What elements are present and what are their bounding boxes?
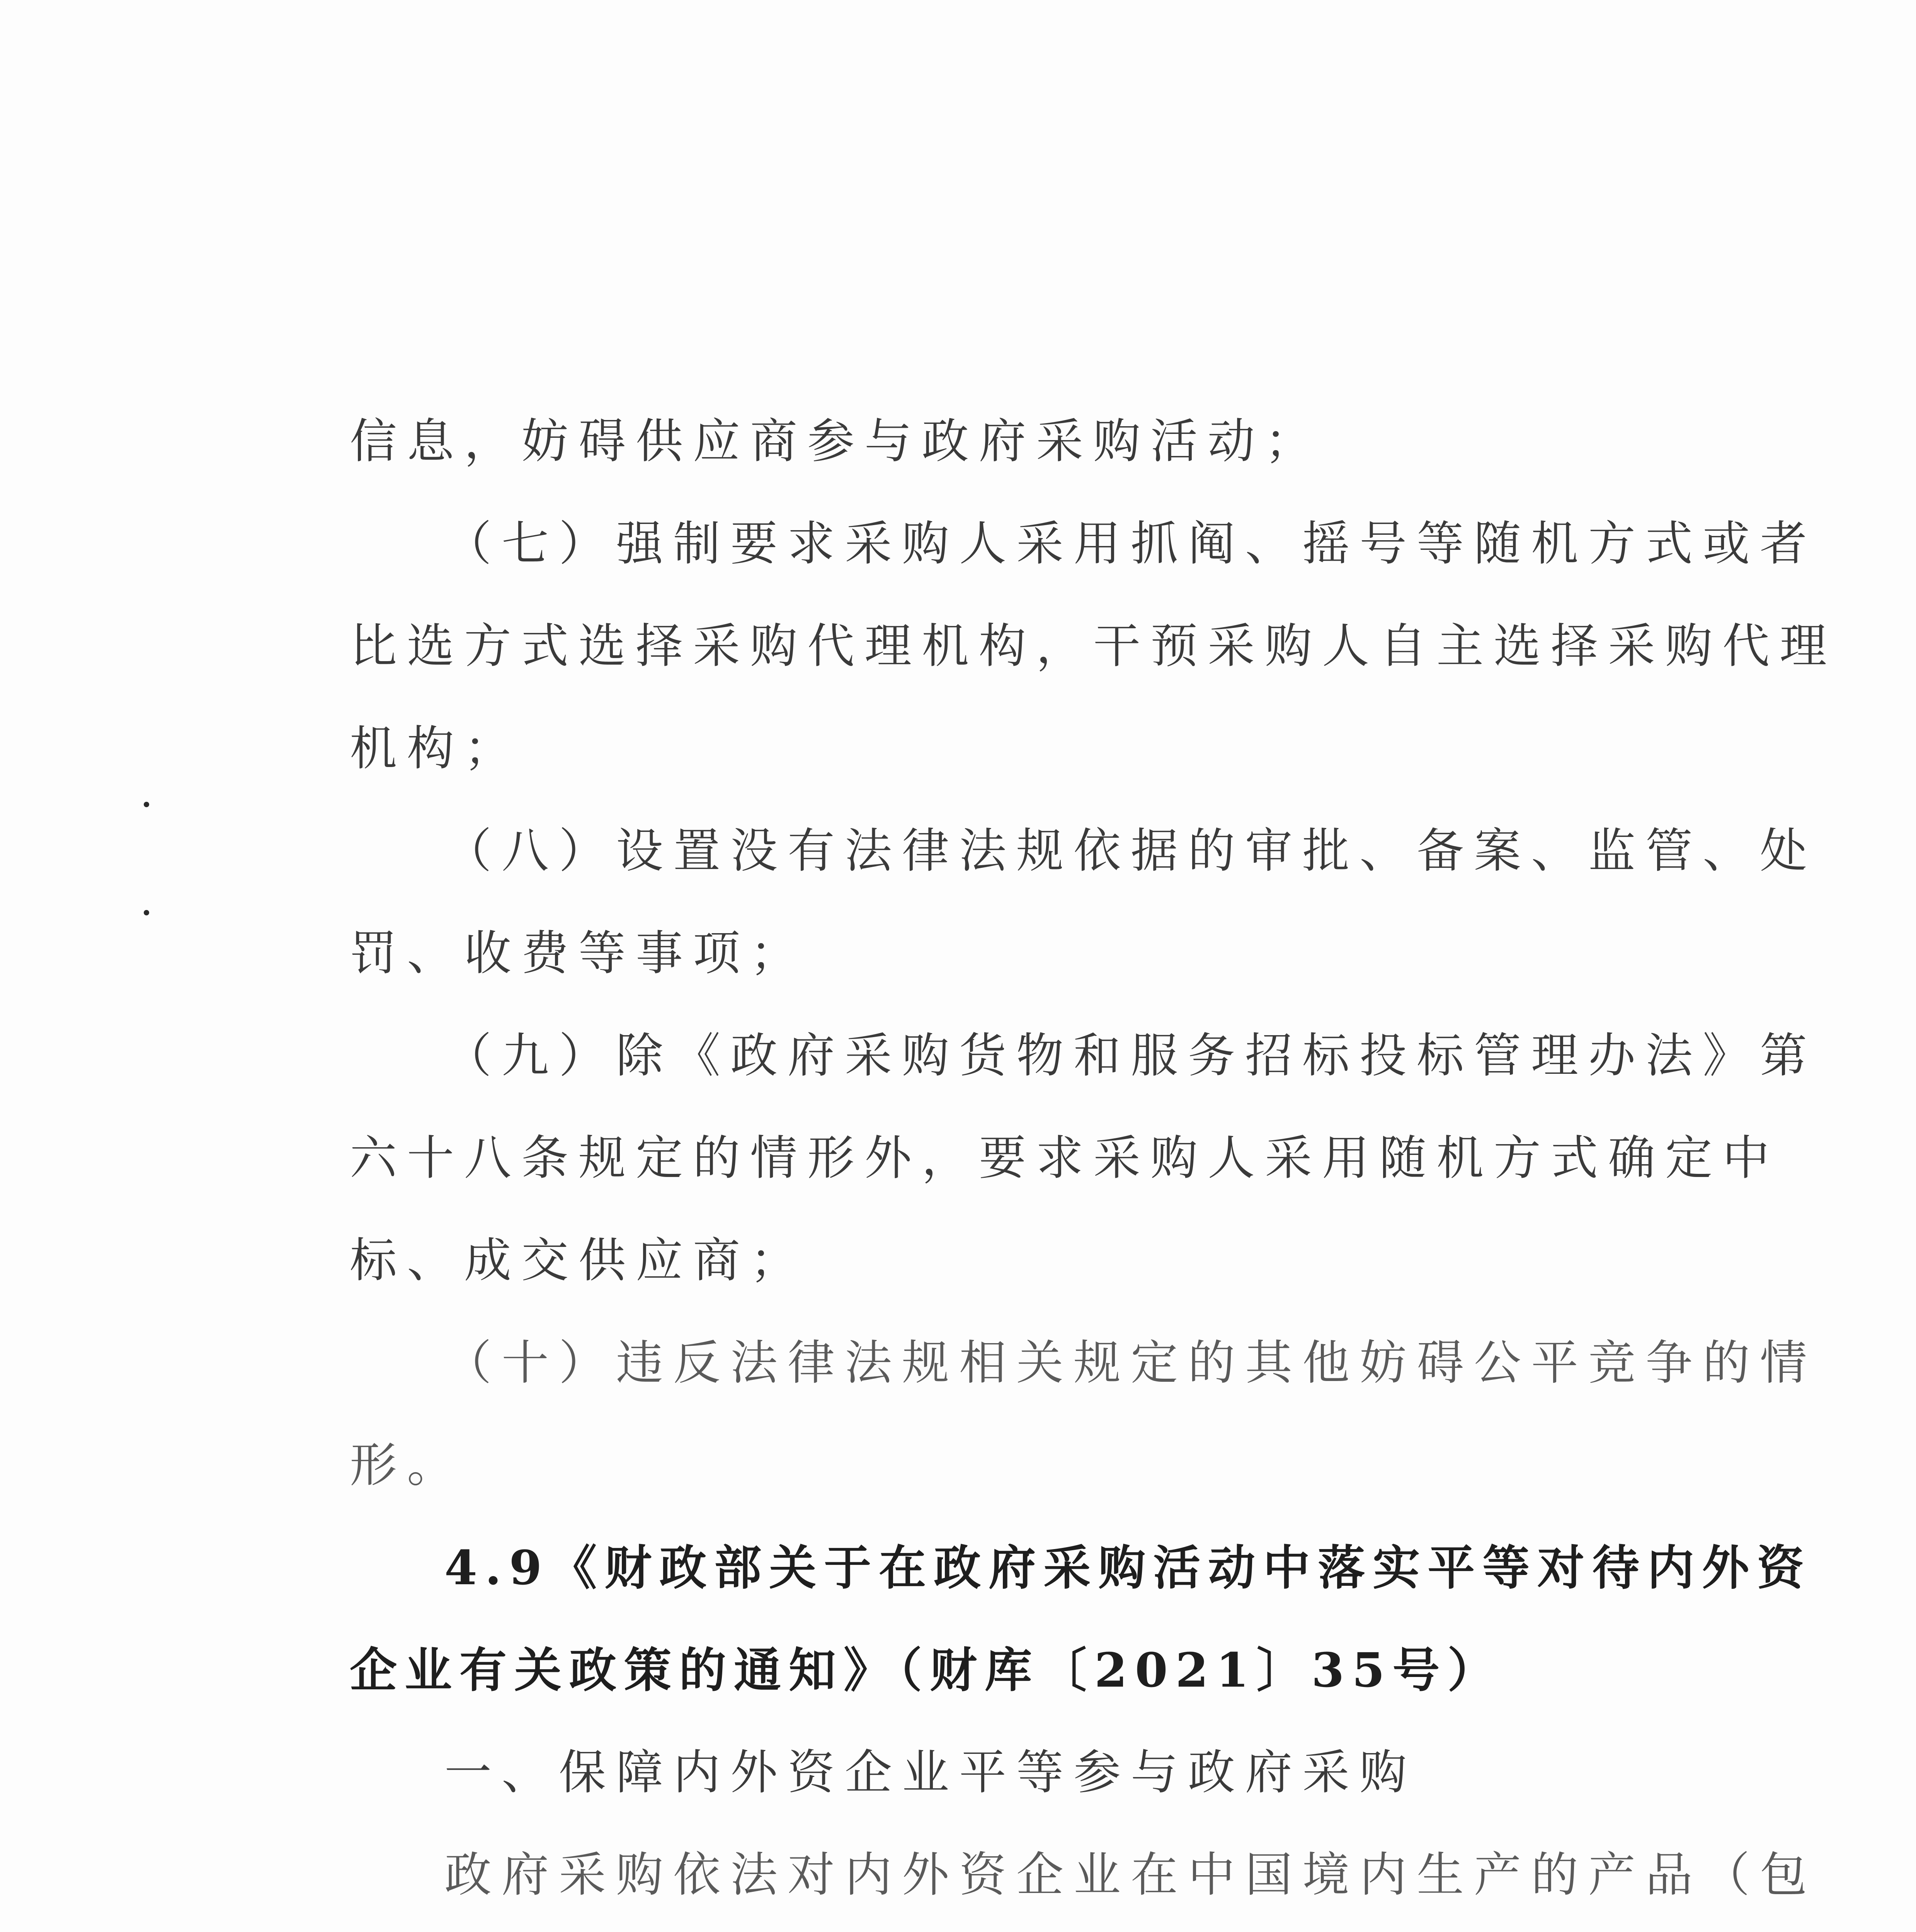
- text-line: 机构；: [350, 721, 521, 776]
- section-heading-line: 4.9《财政部关于在政府采购活动中落实平等对待内外资: [444, 1540, 1812, 1595]
- text-line: 标、成交供应商；: [350, 1233, 807, 1288]
- text-line: [350, 1926, 1540, 1932]
- text-line: 比选方式选择采购代理机构，干预采购人自主选择采购代理: [350, 619, 1837, 673]
- text-line: （七）强制要求采购人采用抓阄、摇号等随机方式或者: [444, 516, 1817, 571]
- text-line: 政府采购依法对内外资企业在中国境内生产的产品（包: [444, 1847, 1817, 1902]
- margin-mark: [144, 802, 149, 807]
- margin-mark: [144, 910, 149, 915]
- text-line: 信息，妨碍供应商参与政府采购活动；: [350, 414, 1322, 469]
- text-line: 形。: [350, 1438, 464, 1493]
- section-heading-line: 企业有关政策的通知》（财库〔2021〕35号）: [350, 1642, 1503, 1698]
- document-body: [350, 390, 1837, 1932]
- text-line: （九）除《政府采购货物和服务招标投标管理办法》第: [444, 1028, 1817, 1083]
- text-line: （八）设置没有法律法规依据的审批、备案、监管、处: [444, 823, 1817, 878]
- text-line: 一、保障内外资企业平等参与政府采购: [444, 1745, 1417, 1800]
- text-line: 六十八条规定的情形外，要求采购人采用随机方式确定中: [350, 1131, 1780, 1185]
- text-line: 罚、收费等事项；: [350, 926, 807, 981]
- text-line: （十）违反法律法规相关规定的其他妨碍公平竞争的情: [444, 1335, 1817, 1390]
